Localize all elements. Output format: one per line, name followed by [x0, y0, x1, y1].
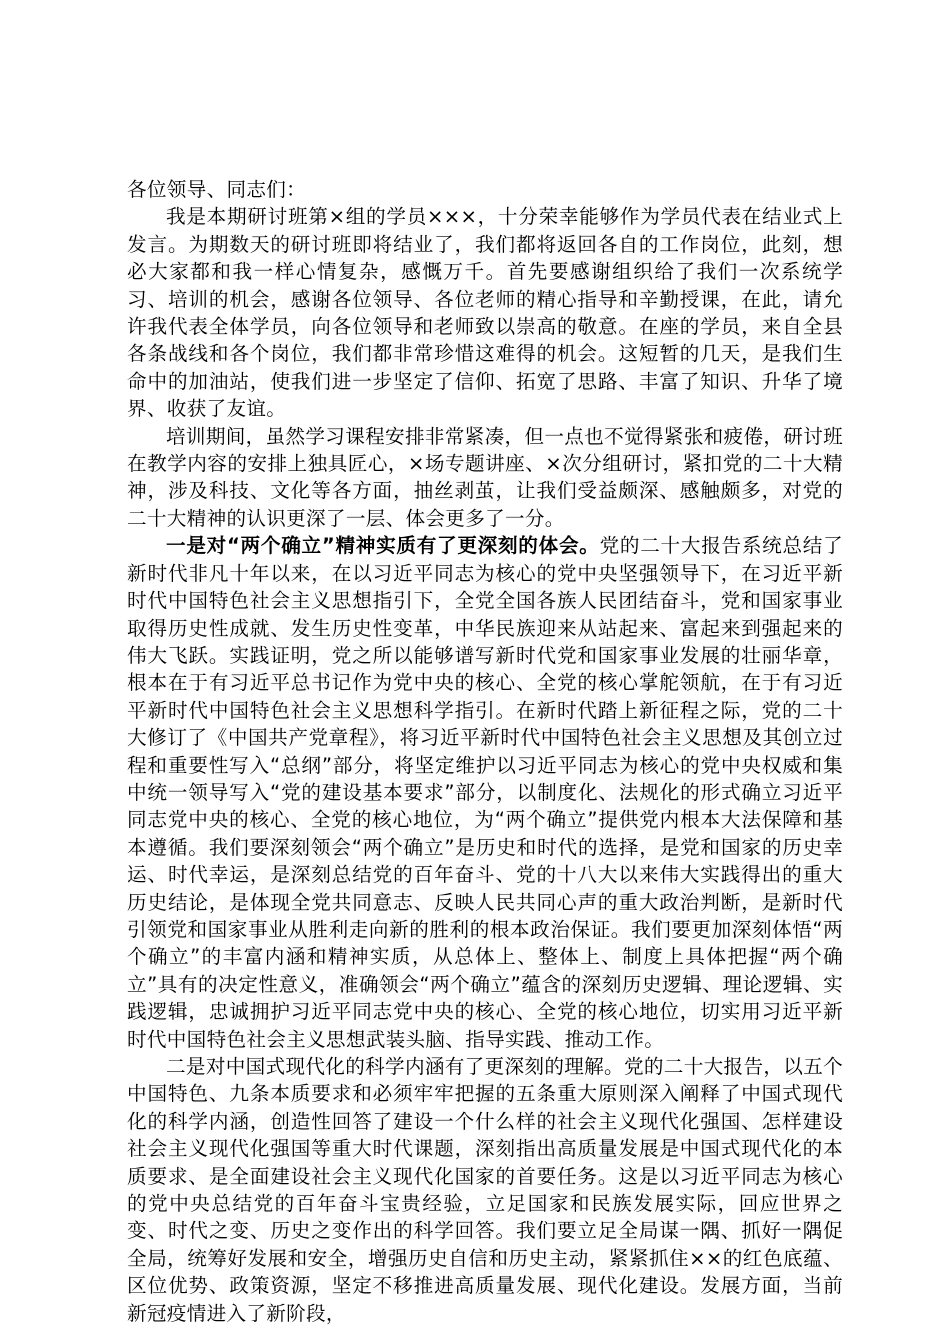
- paragraph-training: [127, 423, 843, 533]
- paragraph-modernization-lead: 二是对中国式现代化的科学内涵有了更深刻的理解。: [166, 1055, 624, 1078]
- paragraph-two-establishments-lead: 一是对“两个确立”精神实质有了更深刻的体会。: [166, 534, 600, 558]
- paragraph-two-establishments-text: 党的二十大报告系统总结了新时代非凡十年以来，在以习近平同志为核心的党中央坚强领导下，在习近平新时代中国特色社会主义思想指引下，全党全国各族人民团结奋斗，党和国家事业取得历史性成就、发生历史性变革，中华民族迎来从站起来、富起来到强起来的伟大飞跃。实践证明，党之所以能够谱写新时代党和国家事业发展的壮丽华章，根本在于有习近平总书记作为党中央的核心、全党的核心掌舵领航，在于有习近平新时代中国特色社会主义思想科学指引。在新时代踏上新征程之际，党的二十大修订了《中国共产党章程》，将习近平新时代中国特色社会主义思想及其创立过程和重要性写入“总纲”部分，将坚定维护以习近平同志为核心的党中央权威和集中统一领导写入“党的建设基本要求”部分，以制度化、法规化的形式确立习近平同志党中央的核心、全党的核心地位，为“两个确立”提供党内根本大法保障和基本遵循。我们要深刻领会“两个确立”是历史和时代的选择，是党和国家的历史幸运、时代幸运，是深刻总结党的百年奋斗、党的十八大以来伟大实践得出的重大历史结论，是体现全党共同意志、反映人民共同心声的重大政治判断，是新时代引领党和国家事业从胜利走向新的胜利的根本政治保证。我们要更加深刻体悟“两个确立”的丰富内涵和精神实质，从总体上、整体上、制度上具体把握“两个确立”具有的决定性意义，准确领会“两个确立”蕴含的深刻历史逻辑、理论逻辑、实践逻辑，忠诚拥护习近平同志党中央的核心、全党的核心地位，切实用习近平新时代中国特色社会主义思想武装头脑、指导实践、推动工作。: [127, 534, 843, 1051]
- salutation: 各位领导、同志们：: [127, 178, 307, 201]
- paragraph-two-establishments: [127, 532, 843, 1053]
- paragraph-modernization: [127, 1053, 843, 1327]
- document-page: [127, 176, 843, 1327]
- paragraph-intro: [127, 203, 843, 422]
- paragraph-modernization-text: 党的二十大报告，以五个中国特色、九条本质要求和必须牢牢把握的五条重大原则深入阐释了中国式现代化的科学内涵，创造性回答了建设一个什么样的社会主义现代化强国、怎样建设社会主义现代化强国等重大时代课题，深刻指出高质量发展是中国式现代化的本质要求、是全面建设社会主义现代化国家的首要任务。这是以习近平同志为核心的党中央总结党的百年奋斗宝贵经验，立足国家和民族发展实际，回应世界之变、时代之变、历史之变作出的科学回答。我们要立足全局谋一隅、抓好一隅促全局，统筹好发展和安全，增强历史自信和历史主动，紧紧抓住××的红色底蕴、区位优势、政策资源，坚定不移推进高质量发展、现代化建设。发展方面，当前新冠疫情进入了新阶段，: [127, 1055, 843, 1325]
- paragraph-intro-text: 我是本期研讨班第×组的学员×××，十分荣幸能够作为学员代表在结业式上发言。为期数天的研讨班即将结业了，我们都将返回各自的工作岗位，此刻，想必大家都和我一样心情复杂，感慨万千。首先要感谢组织给了我们一次系统学习、培训的机会，感谢各位领导、各位老师的精心指导和辛勤授课，在此，请允许我代表全体学员，向各位领导和老师致以崇高的敬意。在座的学员，来自全县各条战线和各个岗位，我们都非常珍惜这难得的机会。这短暂的几天，是我们生命中的加油站，使我们进一步坚定了信仰、拓宽了思路、丰富了知识、升华了境界、收获了友谊。: [127, 205, 843, 421]
- paragraph-training-text: 培训期间，虽然学习课程安排非常紧凑，但一点也不觉得紧张和疲倦，研讨班在教学内容的安排上独具匠心，×场专题讲座、×次分组研讨，紧扣党的二十大精神，涉及科技、文化等各方面，抽丝剥茧，让我们受益颇深、感触颇多，对党的二十大精神的认识更深了一层、体会更多了一分。: [127, 424, 843, 530]
